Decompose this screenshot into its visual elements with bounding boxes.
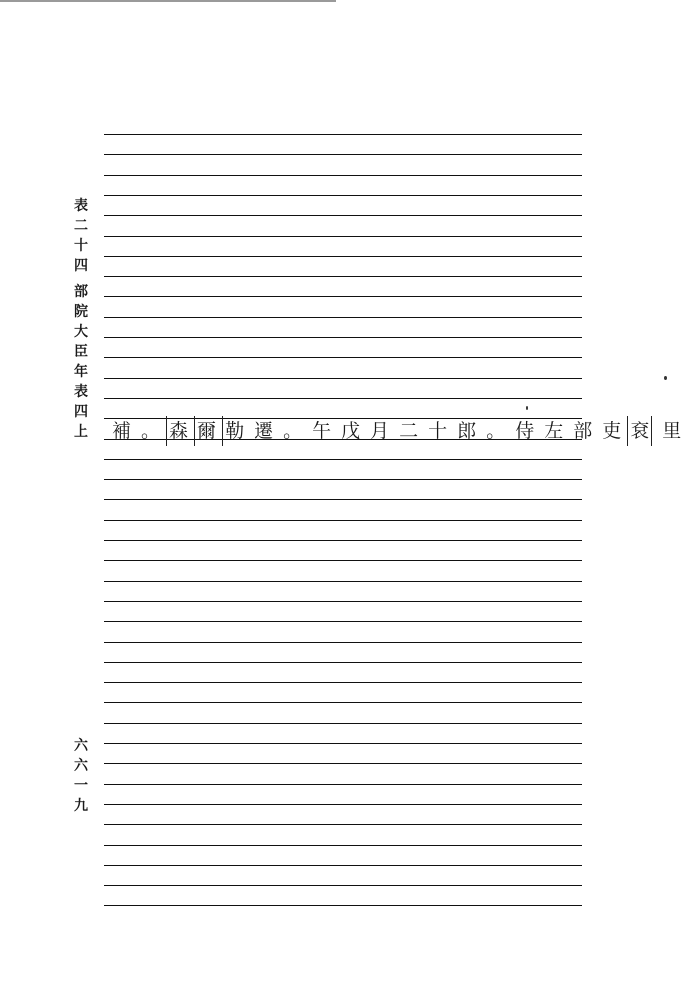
- ruled-line: [104, 743, 582, 744]
- ruled-line: [104, 479, 582, 480]
- ruled-line: [104, 824, 582, 825]
- heading-char: 部: [74, 284, 88, 300]
- ruled-line: [104, 398, 582, 399]
- entry-char: 。: [283, 420, 303, 442]
- margin-heading: [70, 196, 92, 442]
- ruled-line: [104, 276, 582, 277]
- page-number: [70, 736, 92, 816]
- heading-char: 年: [74, 364, 88, 380]
- ruled-line: [104, 560, 582, 561]
- heading-char: 院: [74, 304, 88, 320]
- ruled-line: [104, 215, 582, 216]
- ruled-line: [104, 195, 582, 196]
- ruled-line: [104, 540, 582, 541]
- entry-char: 里: [662, 420, 681, 442]
- entry-char: 郎: [457, 420, 477, 442]
- ruled-line: [104, 642, 582, 643]
- entry-char: 月: [370, 420, 390, 442]
- page-number-char: 六: [74, 758, 88, 774]
- heading-char: 十: [74, 238, 88, 254]
- entry-char: 二: [399, 420, 419, 442]
- entry-row: [112, 416, 681, 446]
- entry-char: 森: [166, 416, 188, 446]
- ruled-line: [104, 520, 582, 521]
- ruled-line: [104, 905, 582, 906]
- page-number-char: 六: [74, 738, 88, 754]
- entry-char: 爾: [194, 416, 216, 446]
- ruled-line: [104, 845, 582, 846]
- heading-char: 大: [74, 324, 88, 340]
- ruled-line: [104, 621, 582, 622]
- ink-speck: [526, 406, 528, 410]
- ruled-line: [104, 236, 582, 237]
- heading-char: 上: [74, 424, 88, 440]
- entry-char: 部: [573, 420, 593, 442]
- ruled-line: [104, 337, 582, 338]
- ruled-line: [104, 296, 582, 297]
- entry-char: 勒: [222, 416, 244, 446]
- entry-char: 十: [428, 420, 448, 442]
- ruled-line: [104, 865, 582, 866]
- ruled-line: [104, 662, 582, 663]
- heading-char: 表: [74, 198, 88, 214]
- ruled-line: [104, 357, 582, 358]
- top-edge-rule: [0, 0, 336, 2]
- ruled-line: [104, 784, 582, 785]
- ruled-line: [104, 581, 582, 582]
- ruled-line: [104, 175, 582, 176]
- entry-char: 袞: [627, 416, 652, 446]
- ruled-line: [104, 154, 582, 155]
- entry-char: 遷: [254, 420, 274, 442]
- ruled-line: [104, 378, 582, 379]
- ruled-line: [104, 601, 582, 602]
- ruled-line: [104, 702, 582, 703]
- page-number-char: 九: [74, 798, 88, 814]
- ruled-line: [104, 804, 582, 805]
- ruled-line: [104, 256, 582, 257]
- entry-char: 戊: [341, 420, 361, 442]
- heading-char: 四: [74, 258, 88, 274]
- heading-char: 臣: [74, 344, 88, 360]
- ruled-line: [104, 134, 582, 135]
- heading-char: 二: [74, 218, 88, 234]
- ruled-line: [104, 459, 582, 460]
- entry-char: 午: [312, 420, 332, 442]
- ruled-line: [104, 317, 582, 318]
- heading-char: 四: [74, 404, 88, 420]
- ink-speck: [664, 376, 667, 380]
- entry-char: 吏: [602, 420, 622, 442]
- ruled-line: [104, 885, 582, 886]
- entry-char: 。: [486, 420, 506, 442]
- ruled-line: [104, 723, 582, 724]
- entry-char: 左: [544, 420, 564, 442]
- entry-char: 。: [141, 420, 161, 442]
- ruled-line: [104, 682, 582, 683]
- entry-char: 侍: [515, 420, 535, 442]
- heading-char: 表: [74, 384, 88, 400]
- page-number-char: 一: [74, 778, 88, 794]
- entry-char: 補: [112, 420, 132, 442]
- ruled-line: [104, 763, 582, 764]
- ruled-line: [104, 499, 582, 500]
